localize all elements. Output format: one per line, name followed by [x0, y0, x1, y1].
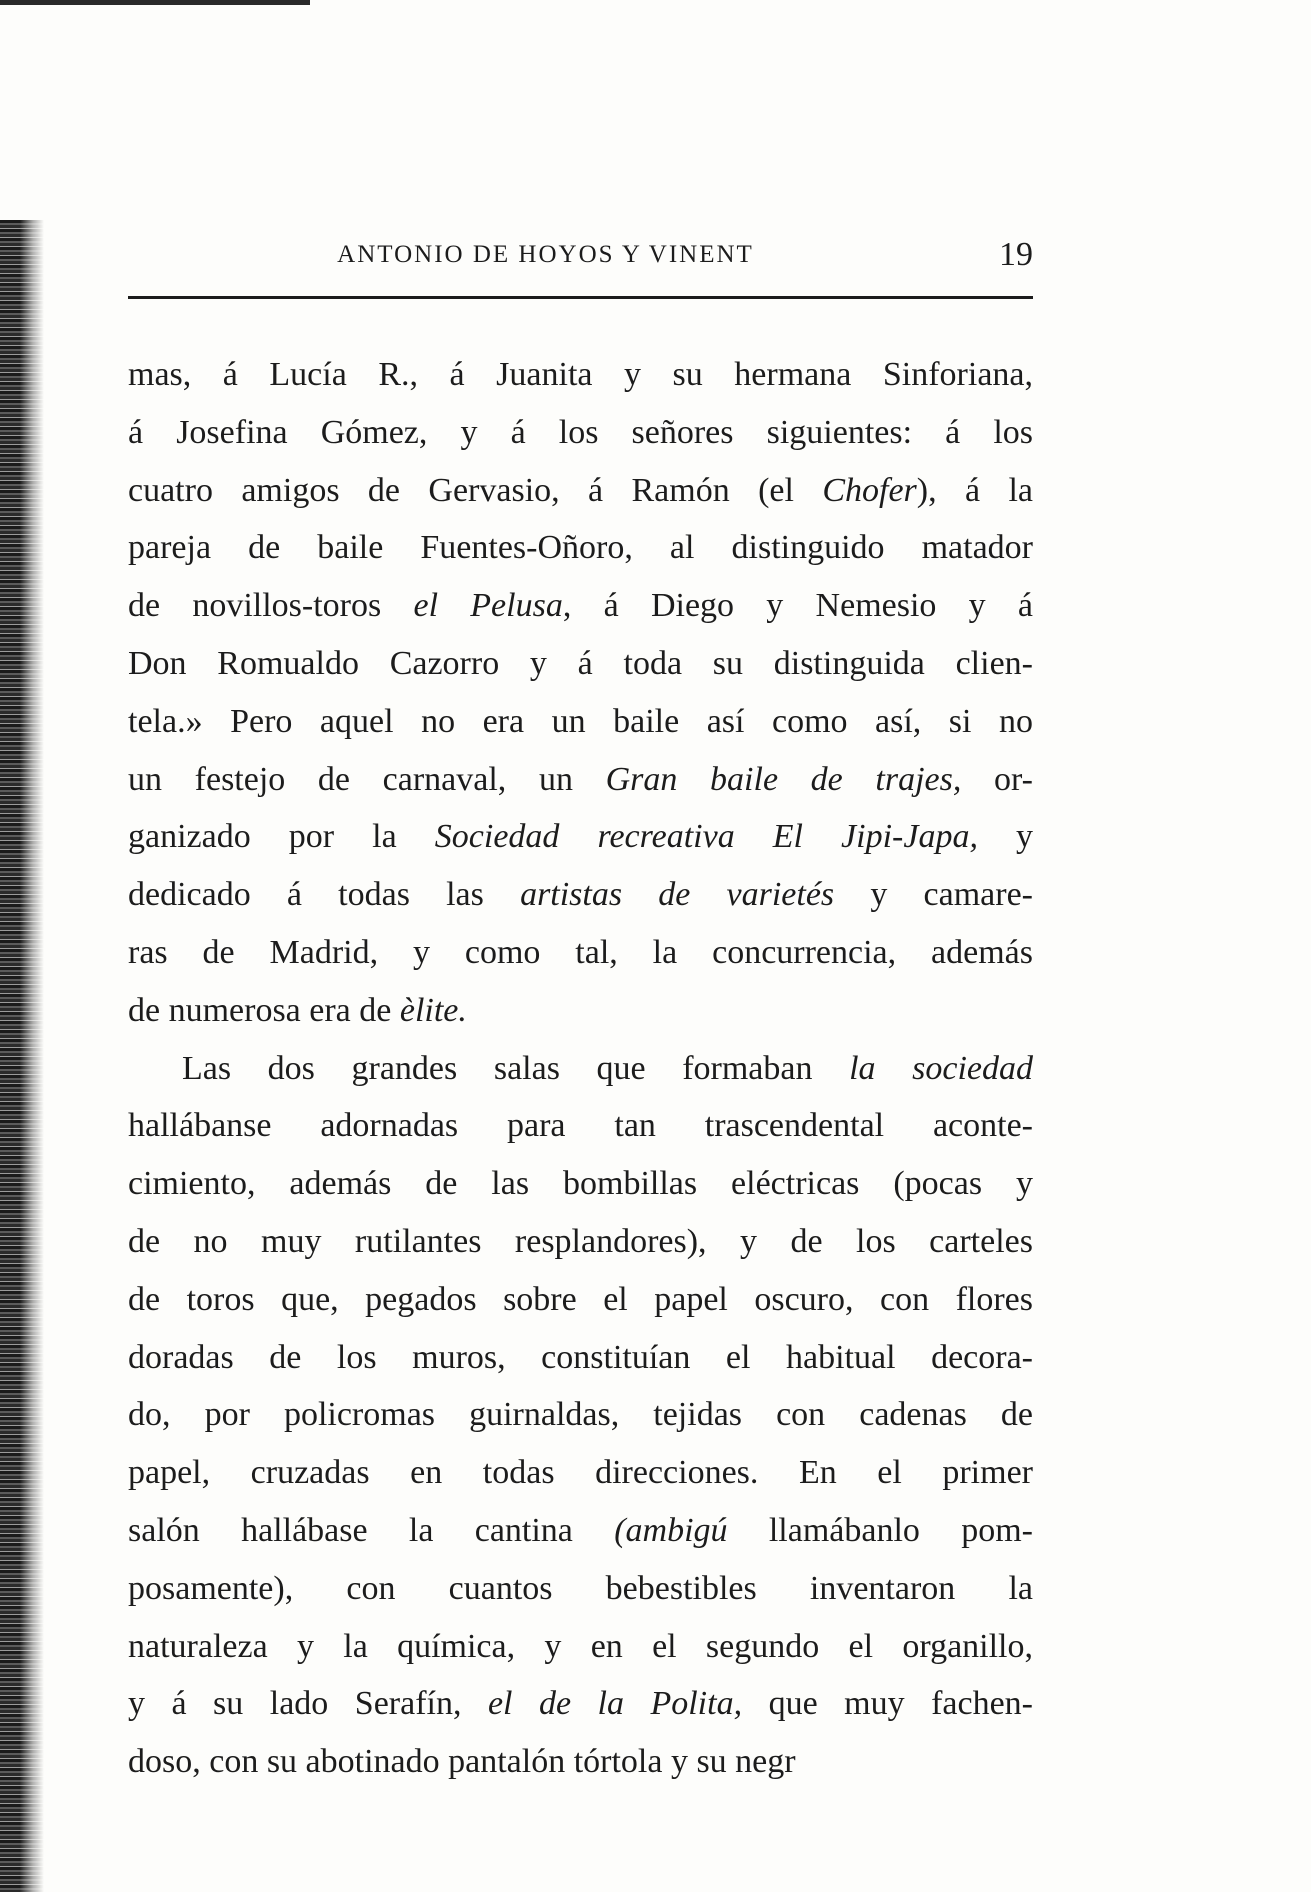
italic-text: artistas de varietés	[520, 876, 835, 914]
text-line: Las dos grandes salas que formaban la sociedad	[182, 1049, 1033, 1087]
running-head: ANTONIO DE HOYOS Y VINENT	[337, 241, 754, 268]
text-line: dedicado á todas las artistas de varietés y camare-	[128, 876, 1033, 914]
header-rule	[128, 296, 1033, 299]
text-line: mas, á Lucía R., á Juanita y su hermana Sinforiana,	[128, 356, 1033, 393]
text-line: tela.» Pero aquel no era un baile así como así, si no	[128, 702, 1033, 740]
scan-edge-mark	[0, 0, 310, 5]
text-line: cuatro amigos de Gervasio, á Ramón (el Chofer), á la	[128, 471, 1034, 509]
text-line: á Josefina Gómez, y á los señores siguientes: á los	[128, 413, 1033, 451]
text-line: naturaleza y la química, y en el segundo el organillo,	[128, 1627, 1033, 1665]
text-line: ganizado por la Sociedad recreativa El Jipi-Japa, y	[128, 818, 1034, 856]
italic-text: el Pelusa	[413, 587, 563, 625]
text-line: doradas de los muros, constituían el habitual decora-	[128, 1338, 1033, 1376]
italic-text: el de la Polita,	[487, 1685, 743, 1723]
text-line: posamente), con cuantos bebestibles inventaron la	[128, 1569, 1033, 1607]
text-line: salón hallábase la cantina (ambigú llamábanlo pom-	[128, 1511, 1033, 1549]
text-line: Don Romualdo Cazorro y á toda su distinguida clien-	[128, 644, 1033, 682]
text-line: de no muy rutilantes resplandores), y de los carteles	[128, 1222, 1033, 1260]
text-line: ras de Madrid, y como tal, la concurrencia, además	[128, 933, 1033, 971]
paragraph	[128, 1040, 1033, 1791]
text-line: do, por policromas guirnaldas, tejidas con cadenas de	[128, 1396, 1033, 1434]
italic-text: Gran baile de trajes,	[605, 760, 962, 798]
text-line: de toros que, pegados sobre el papel oscuro, con flores	[128, 1280, 1033, 1318]
text-line: pareja de baile Fuentes-Oñoro, al distinguido matador	[128, 529, 1033, 567]
italic-text: Chofer	[822, 471, 917, 509]
text-line: de novillos-toros el Pelusa, á Diego y Nemesio y á	[128, 587, 1034, 625]
text-line: doso, con su abotinado pantalón tórtola y su negr	[128, 1743, 796, 1781]
text-line: de numerosa era de èlite.	[128, 991, 467, 1029]
paragraph	[128, 346, 1033, 1040]
book-spine-shadow	[0, 220, 44, 1892]
italic-text: (ambigú	[614, 1511, 728, 1549]
text-line: hallábanse adornadas para tan trascendental aconte-	[128, 1107, 1033, 1145]
body-text	[128, 346, 1033, 1791]
italic-text: èlite.	[399, 991, 467, 1029]
italic-text: la sociedad	[849, 1049, 1033, 1087]
text-line: un festejo de carnaval, un Gran baile de trajes, or-	[128, 760, 1033, 798]
text-line: y á su lado Serafín, el de la Polita, que muy fachen-	[128, 1685, 1033, 1723]
page-header	[128, 234, 1033, 276]
page-number: 19	[999, 236, 1033, 273]
text-line: papel, cruzadas en todas direcciones. En el primer	[128, 1454, 1033, 1492]
text-line: cimiento, además de las bombillas eléctricas (pocas y	[128, 1165, 1033, 1203]
italic-text: Sociedad recreativa El Jipi-Japa,	[434, 818, 978, 856]
